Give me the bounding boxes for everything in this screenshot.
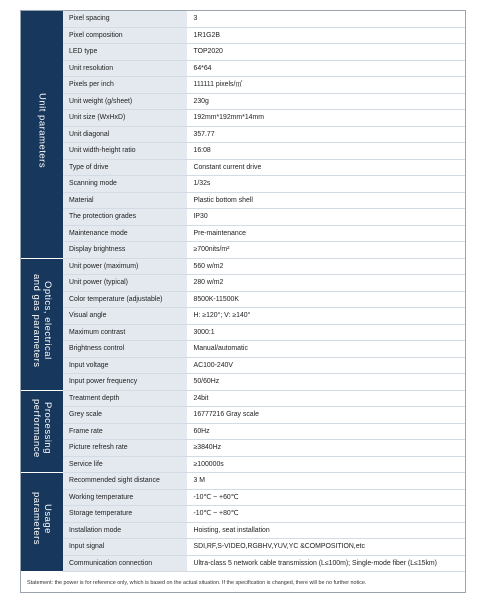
spec-row <box>21 473 465 490</box>
spec-row <box>21 27 465 44</box>
spec-row <box>21 291 465 308</box>
spec-value: ≥700nits/m² <box>187 242 465 259</box>
spec-label: Unit width-height ratio <box>63 143 187 160</box>
spec-value: 50/60Hz <box>187 374 465 391</box>
group-header <box>21 11 63 258</box>
spec-value: 192mm*192mm*14mm <box>187 110 465 127</box>
spec-row <box>21 341 465 358</box>
spec-sheet <box>20 10 466 593</box>
spec-label: Type of drive <box>63 159 187 176</box>
spec-row <box>21 440 465 457</box>
spec-label: Recommended sight distance <box>63 473 187 490</box>
statement-note: Statement: the power is for reference only, which is based on the actual situation. If the specification is changed, there will be no further notice. <box>27 580 367 586</box>
spec-value: Manual/automatic <box>187 341 465 358</box>
spec-row <box>21 308 465 325</box>
spec-label: Pixel composition <box>63 27 187 44</box>
spec-label: Installation mode <box>63 522 187 539</box>
spec-row <box>21 374 465 391</box>
spec-label: Unit weight (g/sheet) <box>63 93 187 110</box>
spec-value: 60Hz <box>187 423 465 440</box>
spec-label: Unit diagonal <box>63 126 187 143</box>
spec-row <box>21 506 465 523</box>
spec-label: Scanning mode <box>63 176 187 193</box>
spec-row <box>21 159 465 176</box>
spec-row <box>21 60 465 77</box>
spec-row <box>21 423 465 440</box>
spec-value: -10℃ ~ +60℃ <box>187 489 465 506</box>
spec-row <box>21 489 465 506</box>
spec-label: Unit size (WxHxD) <box>63 110 187 127</box>
spec-value: Hoisting, seat installation <box>187 522 465 539</box>
spec-label: Pixels per inch <box>63 77 187 94</box>
spec-table-body <box>21 11 465 572</box>
spec-value: H: ≥120°; V: ≥140° <box>187 308 465 325</box>
spec-value: 230g <box>187 93 465 110</box>
spec-value: 64*64 <box>187 60 465 77</box>
spec-value: TOP2020 <box>187 44 465 61</box>
spec-label: Input voltage <box>63 357 187 374</box>
group-header <box>21 258 63 390</box>
spec-row <box>21 126 465 143</box>
spec-value: 8500K-11500K <box>187 291 465 308</box>
spec-row <box>21 456 465 473</box>
spec-value: Ultra-class 5 network cable transmission (L≤100m); Single-mode fiber (L≤15km) <box>187 555 465 572</box>
spec-row <box>21 209 465 226</box>
spec-value: 111111 pixels/㎡ <box>187 77 465 94</box>
spec-label: Material <box>63 192 187 209</box>
spec-row <box>21 555 465 572</box>
group-title: Optics, electrical and gas parameters <box>31 274 53 368</box>
spec-table <box>21 11 465 572</box>
spec-value: SDI,RF,S-VIDEO,RGBHV,YUV,YC &COMPOSITION,etc <box>187 539 465 556</box>
spec-label: Visual angle <box>63 308 187 325</box>
spec-value: 16777216 Gray scale <box>187 407 465 424</box>
spec-label: Frame rate <box>63 423 187 440</box>
spec-label: Treatment depth <box>63 390 187 407</box>
spec-value: ≥3840Hz <box>187 440 465 457</box>
spec-value: Pre-maintenance <box>187 225 465 242</box>
spec-row <box>21 390 465 407</box>
spec-value: 280 w/m2 <box>187 275 465 292</box>
spec-value: Constant current drive <box>187 159 465 176</box>
spec-value: 3 M <box>187 473 465 490</box>
spec-row <box>21 77 465 94</box>
spec-row <box>21 522 465 539</box>
spec-label: Display brightness <box>63 242 187 259</box>
spec-row <box>21 192 465 209</box>
spec-row <box>21 539 465 556</box>
spec-row <box>21 44 465 61</box>
spec-row <box>21 258 465 275</box>
spec-label: Pixel spacing <box>63 11 187 27</box>
spec-row <box>21 225 465 242</box>
spec-label: Unit power (maximum) <box>63 258 187 275</box>
spec-row <box>21 110 465 127</box>
spec-value: -10℃ ~ +80℃ <box>187 506 465 523</box>
spec-value: 3 <box>187 11 465 27</box>
spec-label: Brightness control <box>63 341 187 358</box>
spec-label: Grey scale <box>63 407 187 424</box>
group-header <box>21 473 63 572</box>
spec-label: Working temperature <box>63 489 187 506</box>
group-header <box>21 390 63 473</box>
spec-label: Color temperature (adjustable) <box>63 291 187 308</box>
spec-value: 357.77 <box>187 126 465 143</box>
spec-value: 24bit <box>187 390 465 407</box>
spec-row <box>21 143 465 160</box>
spec-value: ≥100000s <box>187 456 465 473</box>
spec-value: 3000:1 <box>187 324 465 341</box>
spec-label: Input power frequency <box>63 374 187 391</box>
spec-label: Picture refresh rate <box>63 440 187 457</box>
spec-value: 560 w/m2 <box>187 258 465 275</box>
spec-label: Unit resolution <box>63 60 187 77</box>
spec-value: 1R1G2B <box>187 27 465 44</box>
spec-value: IP30 <box>187 209 465 226</box>
group-title: Unit parameters <box>36 93 48 169</box>
spec-value: 16:08 <box>187 143 465 160</box>
spec-value: 1/32s <box>187 176 465 193</box>
spec-label: Maintenance mode <box>63 225 187 242</box>
spec-label: Storage temperature <box>63 506 187 523</box>
spec-label: Communication connection <box>63 555 187 572</box>
spec-row <box>21 357 465 374</box>
spec-value: Plastic bottom shell <box>187 192 465 209</box>
spec-value: AC100-240V <box>187 357 465 374</box>
spec-label: Input signal <box>63 539 187 556</box>
spec-row <box>21 324 465 341</box>
spec-label: The protection grades <box>63 209 187 226</box>
spec-label: Unit power (typical) <box>63 275 187 292</box>
spec-label: Maximum contrast <box>63 324 187 341</box>
spec-row <box>21 242 465 259</box>
group-title: Processing performance <box>31 398 53 458</box>
spec-row <box>21 11 465 27</box>
spec-row <box>21 275 465 292</box>
spec-row <box>21 93 465 110</box>
group-title: Usage parameters <box>31 492 53 546</box>
spec-label: LED type <box>63 44 187 61</box>
spec-row <box>21 176 465 193</box>
spec-row <box>21 407 465 424</box>
spec-label: Service life <box>63 456 187 473</box>
